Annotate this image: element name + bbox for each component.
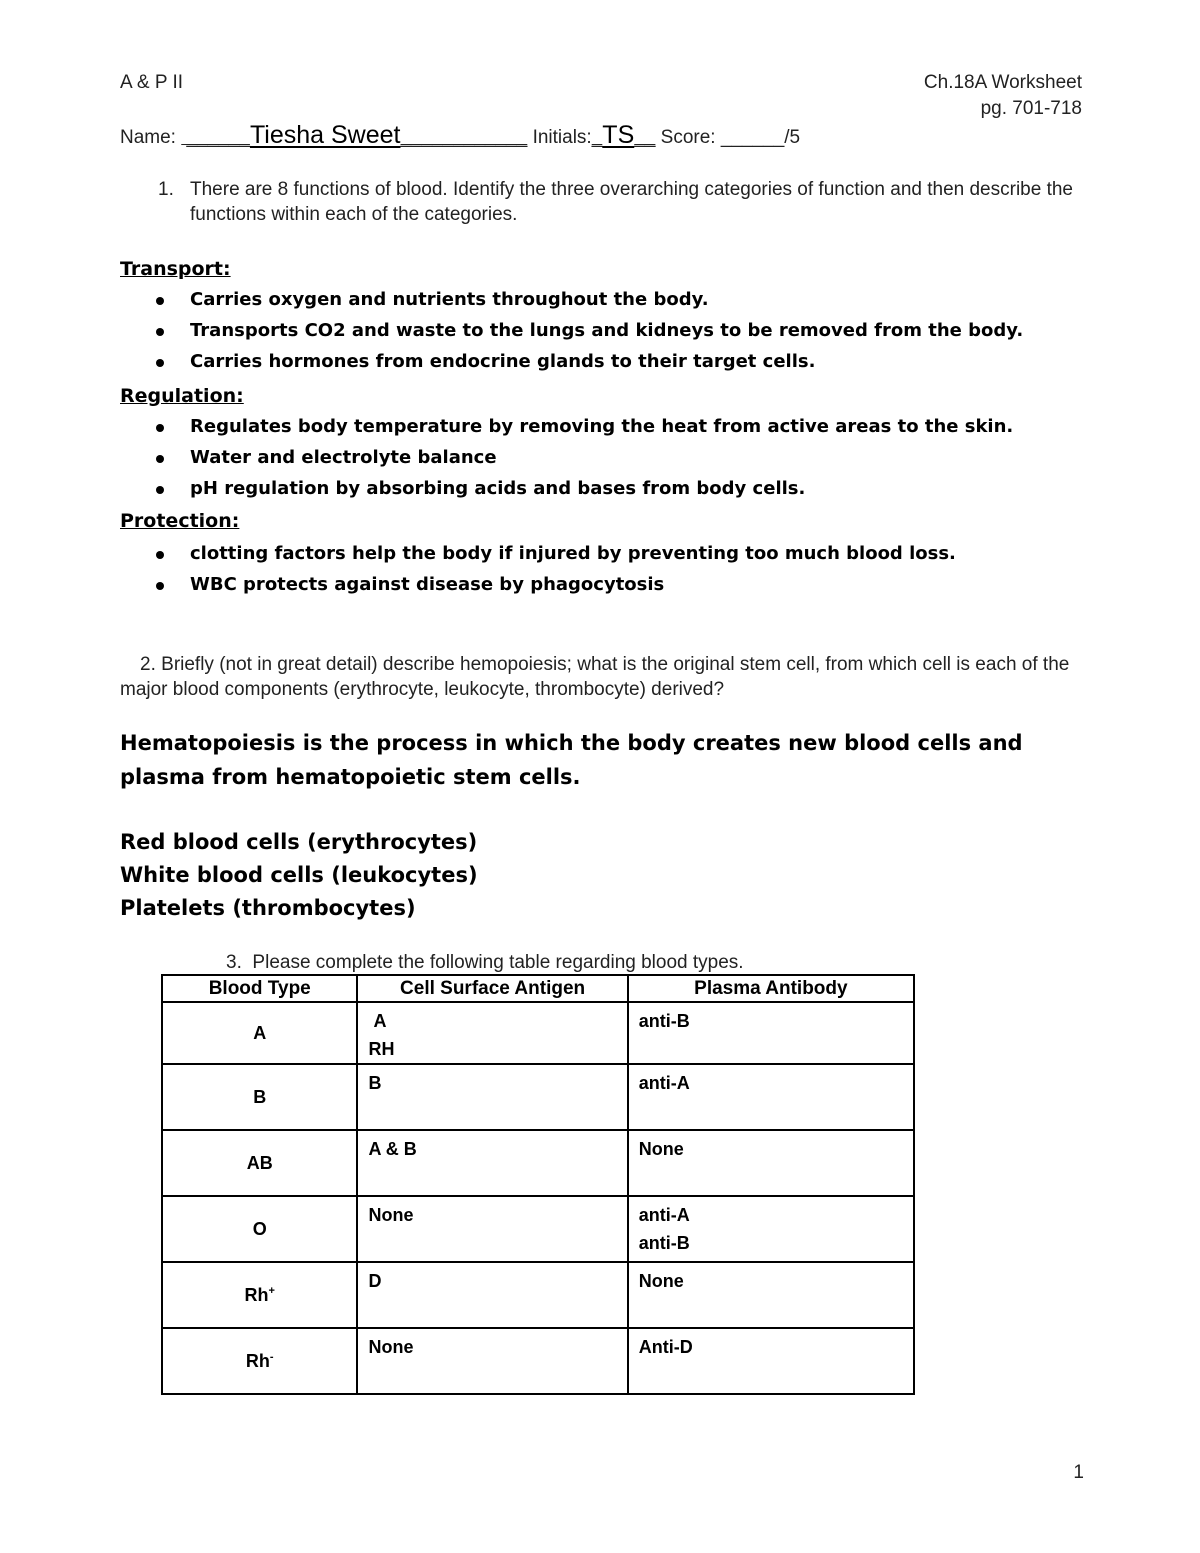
antigen-cell: None xyxy=(357,1196,627,1262)
table-row xyxy=(162,1064,914,1130)
page-number: 1 xyxy=(1073,1462,1084,1483)
blood-type-cell: AB xyxy=(162,1130,357,1196)
question-1-text: There are 8 functions of blood. Identify the three overarching categories of function and then describe the functions within each of the categories. xyxy=(190,179,1073,225)
category-regulation: Regulation: xyxy=(120,385,244,407)
worksheet-title: Ch.18A Worksheet xyxy=(923,72,1082,93)
table-row xyxy=(162,1130,914,1196)
bullet-icon xyxy=(156,455,164,463)
answer-item: Carries oxygen and nutrients throughout the body. xyxy=(190,289,709,310)
category-transport: Transport: xyxy=(120,258,231,280)
answer-item: WBC protects against disease by phagocytosis xyxy=(190,574,665,595)
blood-type-cell: O xyxy=(162,1196,357,1262)
bullet-icon xyxy=(156,328,164,336)
antigen-cell: A RH xyxy=(357,1002,627,1064)
question-1-number: 1. xyxy=(158,179,174,200)
table-row xyxy=(162,1196,914,1262)
initials-label: Initials: xyxy=(532,127,592,148)
student-info-line: Name: ______Tiesha Sweet____________ Initials:_TS__ Score: ______/5 xyxy=(120,121,801,149)
antigen-cell: D xyxy=(357,1262,627,1328)
table-header-row xyxy=(162,975,914,1002)
score-total: /5 xyxy=(784,127,801,148)
question-1 xyxy=(158,177,1088,227)
antigen-cell: None xyxy=(357,1328,627,1394)
table-row xyxy=(162,1328,914,1394)
course-title: A & P II xyxy=(120,72,184,93)
answer-item: clotting factors help the body if injured by preventing too much blood loss. xyxy=(190,543,956,564)
blood-type-table xyxy=(161,974,915,1395)
student-initials: TS xyxy=(602,121,635,149)
table-row xyxy=(162,1262,914,1328)
antigen-cell: A & B xyxy=(357,1130,627,1196)
answer-item: pH regulation by absorbing acids and bases from body cells. xyxy=(190,478,806,499)
antibody-cell: Anti-D xyxy=(628,1328,914,1394)
bullet-icon xyxy=(156,359,164,367)
antibody-cell: None xyxy=(628,1262,914,1328)
antibody-cell: anti-A anti-B xyxy=(628,1196,914,1262)
bullet-icon xyxy=(156,297,164,305)
blood-type-cell: B xyxy=(162,1064,357,1130)
answer-item: Water and electrolyte balance xyxy=(190,447,497,468)
antibody-cell: anti-A xyxy=(628,1064,914,1130)
bullet-icon xyxy=(156,424,164,432)
bullet-icon xyxy=(156,582,164,590)
question-3 xyxy=(226,950,744,975)
student-name: Tiesha Sweet xyxy=(249,121,401,149)
cell-type: Red blood cells (erythrocytes) xyxy=(120,830,478,854)
score-label: Score: xyxy=(660,127,716,148)
antibody-cell: None xyxy=(628,1130,914,1196)
table-row xyxy=(162,1002,914,1064)
question-2-number: 2. xyxy=(140,654,156,675)
cell-type: White blood cells (leukocytes) xyxy=(120,863,478,887)
question-3-text: Please complete the following table regarding blood types. xyxy=(252,952,744,973)
question-2-text: Briefly (not in great detail) describe hemopoiesis; what is the original stem cell, from which cell is each of the major blood components (erythrocyte, leukocyte, thrombocyte) derived? xyxy=(120,654,1070,700)
category-protection: Protection: xyxy=(120,510,240,532)
antibody-cell: anti-B xyxy=(628,1002,914,1064)
answer-item: Regulates body temperature by removing the heat from active areas to the skin. xyxy=(190,416,1014,437)
bullet-icon xyxy=(156,551,164,559)
answer-item: Carries hormones from endocrine glands to their target cells. xyxy=(190,351,816,372)
question-3-number: 3. xyxy=(226,952,242,973)
column-header: Cell Surface Antigen xyxy=(357,975,627,1002)
question-2 xyxy=(120,652,1095,702)
blood-type-cell: Rh+ xyxy=(162,1262,357,1328)
cell-type: Platelets (thrombocytes) xyxy=(120,896,416,920)
column-header: Blood Type xyxy=(162,975,357,1002)
column-header: Plasma Antibody xyxy=(628,975,914,1002)
answer-item: Transports CO2 and waste to the lungs and kidneys to be removed from the body. xyxy=(190,320,1024,341)
page-range: pg. 701-718 xyxy=(980,98,1082,119)
antigen-cell: B xyxy=(357,1064,627,1130)
blood-type-cell: Rh- xyxy=(162,1328,357,1394)
question-2-answer: Hematopoiesis is the process in which the body creates new blood cells and plasma from hematopoietic stem cells. xyxy=(120,731,1023,789)
blood-type-cell: A xyxy=(162,1002,357,1064)
name-label: Name: xyxy=(120,127,176,148)
bullet-icon xyxy=(156,486,164,494)
